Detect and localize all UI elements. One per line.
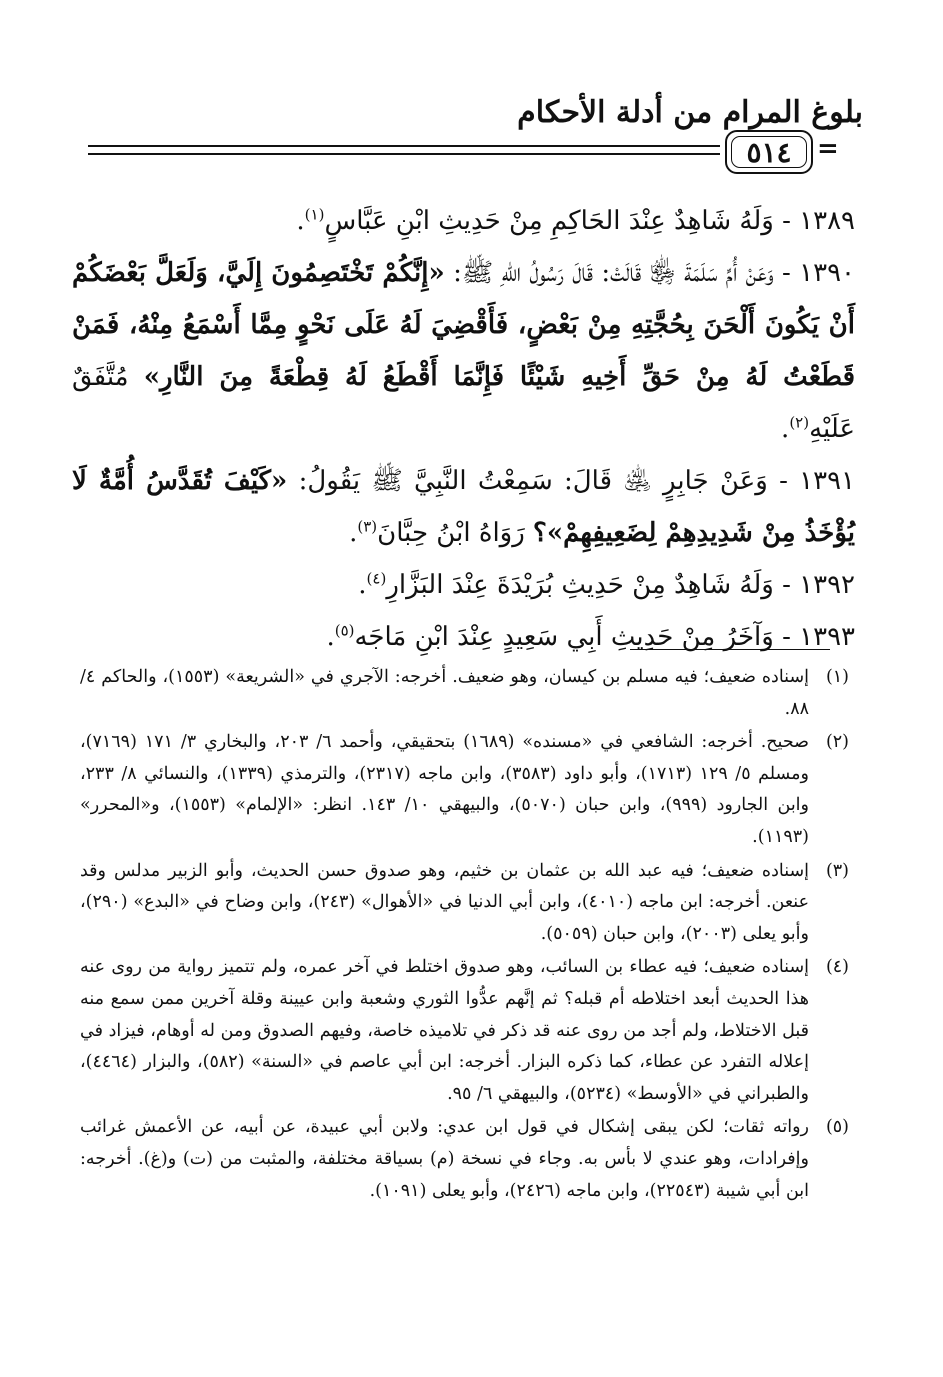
hadith-1389 (72, 195, 855, 247)
header-rule-right-bottom (88, 153, 720, 155)
hadith-number: ١٣٩١ - (779, 466, 855, 496)
footnote-text: رواته ثقات؛ لكن يبقى إشكال في قول ابن عدي: ولابن أبي عبيدة، عن أبيه، عن الأعمش غرائب وإفرادات، وهو عندي لا بأس به. وجاء في نسخة (م) بسياقة مختلفة، والمثبت من (ت) و(غ). أخرجه: ابن أبي شيبة (٢٢٥٤٣)، وابن ماجه (٢٤٢٦)، وأبو يعلى (١٠٩١). (80, 1117, 809, 1201)
hadith-text: وَلَهُ شَاهِدٌ عِنْدَ الحَاكِمِ مِنْ حَدِيثِ ابْنِ عَبَّاسٍ (324, 206, 774, 236)
hadith-end: . (781, 414, 790, 444)
hadith-intro: وَعَنْ جَابِرٍ ﵁ قَالَ: سَمِعْتُ النَّبِيَّ ﷺ يَقُولُ: (298, 466, 768, 496)
header-ornament: = (817, 134, 839, 164)
footnote-ref: (٤) (366, 569, 387, 588)
hadith-matn: «إِنَّكُمْ تَخْتَصِمُونَ إِلَيَّ، وَلَعَلَّ بَعْضَكُمْ أَنْ يَكُونَ أَلْحَنَ بِحُجَّتِهِ مِنْ بَعْضٍ، فَأَقْضِيَ لَهُ عَلَى نَحْوٍ مِمَّا أَسْمَعُ مِنْهُ، فَمَنْ قَطَعْتُ لَهُ مِنْ حَقِّ أَخِيهِ شَيْئًا فَإِنَّمَا أَقْطَعُ لَهُ قِطْعَةً مِنَ النَّارِ» (72, 258, 855, 392)
footnote-4 (80, 952, 849, 1110)
footnote-text: إسناده ضعيف؛ فيه عبد الله بن عثمان بن خثيم، وهو صدوق حسن الحديث، وأبو الزبير مدلس وقد عنعن. أخرجه: ابن ماجه (٤٠١٠)، وابن أبي الدنيا في «الأهوال» (٢٤٣)، وابن وضاح في «البدع» (٢٩٠)، وأبو يعلى (٢٠٠٣)، وابن حبان (٥٠٥٩). (80, 860, 810, 944)
footnote-divider (630, 649, 830, 650)
hadith-number: ١٣٨٩ - (782, 206, 855, 236)
footnote-ref: (٢) (789, 413, 810, 432)
footnote-label: (٢) (825, 732, 849, 753)
footnote-text: إسناده ضعيف؛ فيه عطاء بن السائب، وهو صدوق اختلط في آخر عمره، ولم تتميز رواية من روى عنه هذا الحديث أبعد اختلاطه أم قبله؟ ثم إنَّهم عدُّوا الثوري وشعبة وابن عيينة وقلة آخرين ممن سمع منه قبل الاختلاط، ولم أجد من روى عنه قد ذكر في تلاميذه خاصة، وفيهم الصدوق ومن له أوهام، فيزاد في إعلاله التفرد عن عطاء، كما ذكره البزار. أخرجه: ابن أبي عاصم في «السنة» (٥٨٢)، والبزار (٤٤٦٤)، والطبراني في «الأوسط» (٥٢٣٤)، والبيهقي ٦/ ٩٥. (80, 957, 809, 1104)
hadith-end: . (358, 570, 367, 600)
hadith-text-block (72, 195, 855, 663)
hadith-end: . (296, 206, 305, 236)
hadith-intro: وَعَنْ أُمِّ سَلَمَةَ ﵂ قَالَتْ: قَالَ رَسُولُ اللهِ ﷺ: (453, 258, 774, 288)
hadith-source: مُتَّفَقٌ عَلَيْهِ (72, 362, 855, 444)
hadith-number: ١٣٩٣ - (782, 622, 855, 652)
hadith-source: رَوَاهُ ابْنُ حِبَّانَ (377, 518, 525, 548)
hadith-1390 (72, 247, 855, 455)
footnote-label: (٤) (825, 957, 849, 978)
footnotes-block (80, 662, 849, 1209)
hadith-1391 (72, 455, 855, 559)
page-number-box (725, 130, 813, 174)
running-header-title: بلوغ المرام من أدلة الأحكام (517, 95, 863, 130)
footnote-3 (80, 856, 849, 951)
footnote-ref: (٥) (334, 621, 355, 640)
hadith-1392 (72, 559, 855, 611)
hadith-number: ١٣٩٠ - (782, 258, 855, 288)
hadith-matn: «كَيْفَ تُقَدَّسُ أُمَّةٌ لَا يُؤْخَذُ مِنْ شَدِيدِهِمْ لِضَعِيفِهِمْ»؟ (72, 466, 855, 548)
hadith-end: . (326, 622, 335, 652)
hadith-1393 (72, 611, 855, 663)
footnote-label: (٥) (825, 1117, 849, 1138)
footnote-2 (80, 727, 849, 853)
footnote-5 (80, 1112, 849, 1207)
hadith-number: ١٣٩٢ - (782, 570, 855, 600)
footnote-ref: (١) (304, 205, 325, 224)
hadith-end: . (349, 518, 358, 548)
hadith-text: وَلَهُ شَاهِدٌ مِنْ حَدِيثِ بُرَيْدَةَ عِنْدَ البَزَّارِ (386, 570, 774, 600)
footnote-ref: (٣) (357, 517, 378, 536)
footnote-text: إسناده ضعيف؛ فيه مسلم بن كيسان، وهو ضعيف. أخرجه: الآجري في «الشريعة» (١٥٥٣)، والحاكم ٤/ ٨٨. (80, 667, 809, 719)
header-rule-right-top (88, 145, 720, 147)
footnote-label: (١) (825, 667, 849, 687)
hadith-text: وَآخَرُ مِنْ حَدِيثِ أَبِي سَعِيدٍ عِنْدَ ابْنِ مَاجَه (354, 622, 774, 652)
footnote-text: صحيح. أخرجه: الشافعي في «مسنده» (١٦٨٩) بتحقيقي، وأحمد ٦/ ٢٠٣، والبخاري ٣/ ١٧١ (٧١٦٩)، ومسلم ٥/ ١٢٩ (١٧١٣)، وأبو داود (٣٥٨٣)، وابن ماجه (٢٣١٧)، والترمذي (١٣٣٩)، والنسائي ٨/ ٢٣٣، وابن الجارود (٩٩٩)، وابن حبان (٥٠٧٠)، والبيهقي ١٠/ ١٤٣. انظر: «الإلمام» (١٥٥٣)، و«المحرر» (١١٩٣). (80, 732, 809, 847)
page-number: ٥١٤ (746, 135, 792, 169)
footnote-label: (٣) (825, 860, 849, 881)
footnote-1 (80, 662, 849, 725)
